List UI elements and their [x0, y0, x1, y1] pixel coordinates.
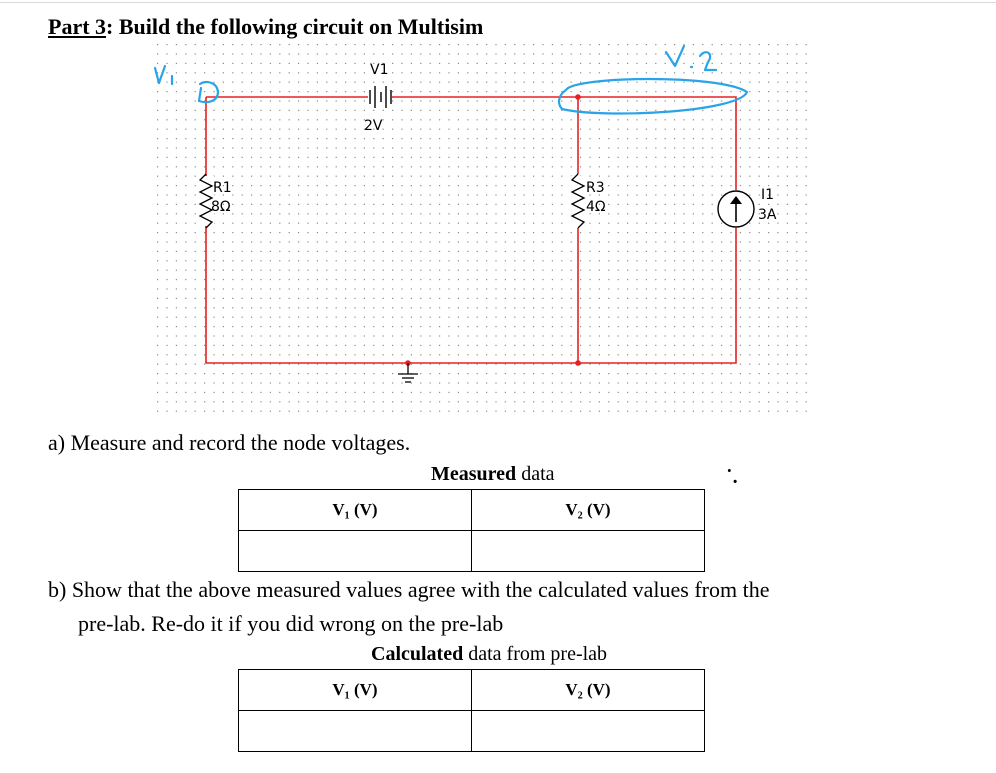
r3-value: 4Ω [586, 199, 606, 215]
cell-v1-calculated[interactable] [239, 711, 472, 752]
v1-name: V1 [370, 62, 389, 78]
circuit-wires [206, 97, 736, 363]
cell-v2-calculated[interactable] [472, 711, 705, 752]
v1-value: 2V [364, 118, 383, 134]
handwritten-v2-annotation [559, 46, 747, 114]
cell-v2-measured[interactable] [472, 531, 705, 572]
question-b-line2: pre-lab. Re-do it if you did wrong on the pre-lab [78, 611, 504, 636]
schematic-grid [157, 44, 807, 412]
calculated-caption-bold: Calculated [371, 643, 464, 665]
r3-name: R3 [586, 180, 605, 196]
i1-value: 3A [758, 207, 777, 223]
table-header-row [239, 490, 705, 531]
r1-value: 8Ω [211, 199, 231, 215]
table-header-row [239, 670, 705, 711]
current-source-i1 [718, 191, 754, 227]
i1-name: I1 [761, 187, 775, 203]
measured-caption [431, 463, 555, 486]
calculated-caption-rest: data from pre-lab [463, 643, 608, 665]
table-value-row [239, 711, 705, 752]
header-v1: V₁ (V) [239, 490, 472, 531]
junction-node-2 [575, 94, 581, 100]
header-v2: V₂ (V) [472, 670, 705, 711]
junction-bottom [575, 360, 581, 366]
cell-v1-measured[interactable] [239, 531, 472, 572]
r1-name: R1 [213, 180, 232, 196]
table-value-row [239, 531, 705, 572]
measured-caption-bold: Measured [431, 463, 517, 485]
stray-marks: ˙. [726, 466, 738, 488]
calculated-caption [371, 643, 607, 666]
header-v2: V₂ (V) [472, 490, 705, 531]
measured-caption-rest: data [516, 463, 555, 485]
measured-data-table [238, 489, 705, 572]
title-text: : Build the following circuit on Multisim [106, 14, 484, 39]
battery-v1 [368, 86, 392, 108]
header-v1: V₁ (V) [239, 670, 472, 711]
question-a-text: a) Measure and record the node voltages. [48, 430, 411, 455]
question-b-line1: b) Show that the above measured values agree with the calculated values from the [48, 577, 770, 602]
ground-symbol [398, 363, 418, 382]
part-label: Part 3 [48, 14, 107, 39]
resistor-r3 [570, 174, 586, 228]
calculated-data-table [238, 669, 705, 752]
